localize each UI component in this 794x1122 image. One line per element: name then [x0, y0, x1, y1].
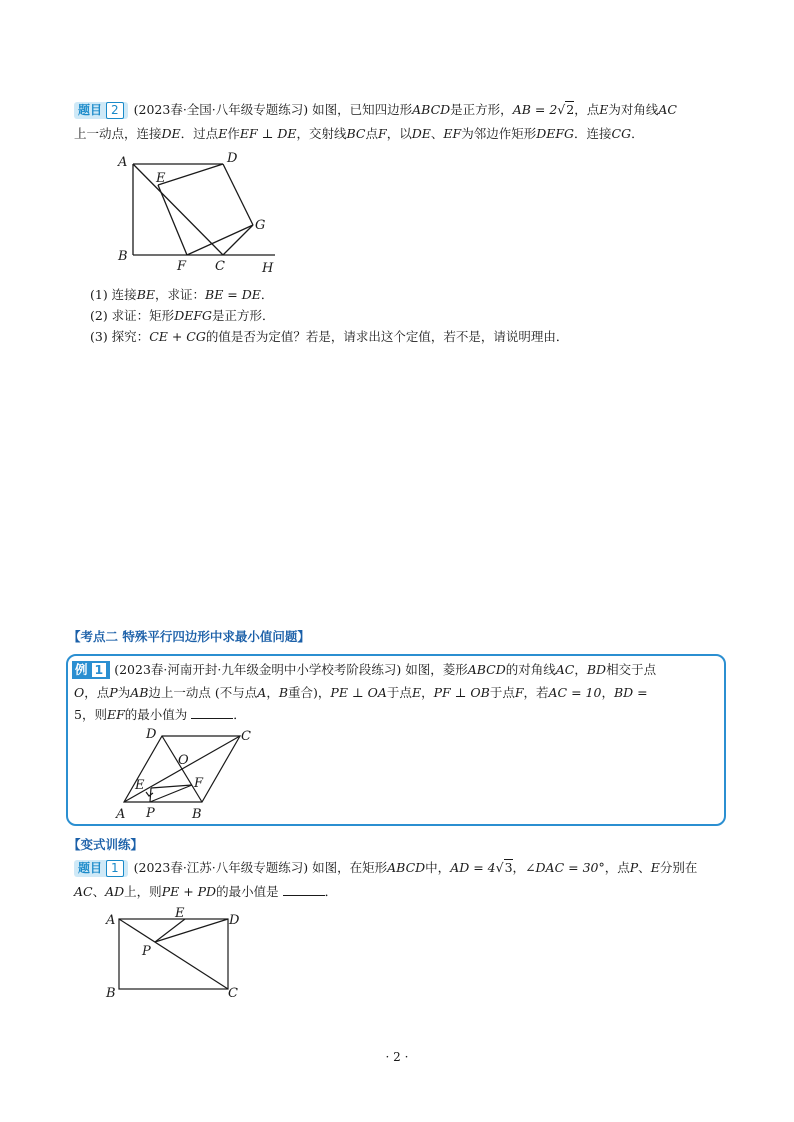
- label-F: F: [194, 776, 204, 791]
- page-number: · 2 ·: [385, 1050, 409, 1064]
- diag-AC: [119, 919, 228, 989]
- label-O: O: [178, 753, 189, 768]
- label-D: D: [146, 727, 157, 742]
- problem2-line1: 题目 2 (2023春·全国·八年级专题练习) 如图，已知四边形ABCD是正方形，AB = 2√2，点E为对角线AC: [74, 100, 677, 120]
- seg-ED: [158, 164, 223, 185]
- section-heading: 【考点二 特殊平行四边形中求最小值问题】: [68, 629, 310, 644]
- example1-line2: O，点P为AB边上一动点 (不与点A，B重合)，PE ⊥ OA于点E，PF ⊥ OB于点F，若AC = 10，BD =: [74, 685, 648, 700]
- label-D: D: [227, 151, 238, 166]
- example1-line3: 5，则EF的最小值为 ．: [74, 707, 246, 722]
- label-C: C: [228, 986, 238, 1001]
- question-3: (3) 探究：CE + CG的值是否为定值？若是，请求出这个定值，若不是，请说明理由．: [90, 329, 569, 344]
- label-H: H: [262, 261, 274, 276]
- label-B: B: [106, 986, 116, 1001]
- question-2: (2) 求证：矩形DEFG是正方形．: [90, 308, 275, 323]
- problem2-line2: 上一动点，连接DE．过点E作EF ⊥ DE，交射线BC点F，以DE、EF为邻边作矩形DEFG．连接CG．: [74, 126, 644, 141]
- right-angle-mark: [146, 792, 153, 796]
- question-1: (1) 连接BE，求证：BE = DE．: [90, 287, 274, 302]
- problem-tag: 题目 2: [74, 102, 128, 119]
- answer-blank: [191, 706, 233, 719]
- label-E: E: [175, 906, 185, 921]
- problem1-figure: [100, 904, 250, 1004]
- seg-EF: [158, 185, 187, 255]
- seg-CG: [223, 225, 253, 255]
- diag-BD: [162, 736, 202, 802]
- example1-line1: 例 1 (2023春·河南开封·九年级金明中小学校考阶段练习) 如图，菱形ABCD的对角线AC，BD相交于点: [72, 660, 656, 680]
- label-B: B: [192, 807, 202, 822]
- problem1-line2: AC、AD上，则PE + PD的最小值是 ．: [74, 884, 338, 899]
- answer-blank: [283, 883, 325, 896]
- label-D: D: [229, 913, 240, 928]
- variant-heading: 【变式训练】: [68, 837, 144, 852]
- label-A: A: [118, 155, 128, 170]
- problem-tag: 题目 1: [74, 860, 128, 877]
- example-tag: 例 1: [72, 661, 110, 679]
- label-P: P: [146, 806, 155, 821]
- seg-PD: [155, 919, 228, 942]
- label-C: C: [241, 729, 251, 744]
- label-B: B: [118, 249, 128, 264]
- label-F: F: [177, 259, 187, 274]
- label-A: A: [106, 913, 116, 928]
- problem1-line1: 题目 1 (2023春·江苏·八年级专题练习) 如图，在矩形ABCD中，AD = 4√3，∠DAC = 30°，点P、E分别在: [74, 858, 697, 878]
- label-E: E: [135, 778, 145, 793]
- label-E: E: [156, 171, 166, 186]
- problem2-figure: [110, 148, 290, 278]
- label-C: C: [215, 259, 225, 274]
- seg-DG: [223, 164, 253, 225]
- example1-figure: [110, 724, 270, 824]
- seg-PE: [155, 919, 185, 942]
- label-A: A: [116, 807, 126, 822]
- label-P: P: [142, 944, 151, 959]
- label-G: G: [255, 218, 266, 233]
- diag-AC: [133, 164, 223, 255]
